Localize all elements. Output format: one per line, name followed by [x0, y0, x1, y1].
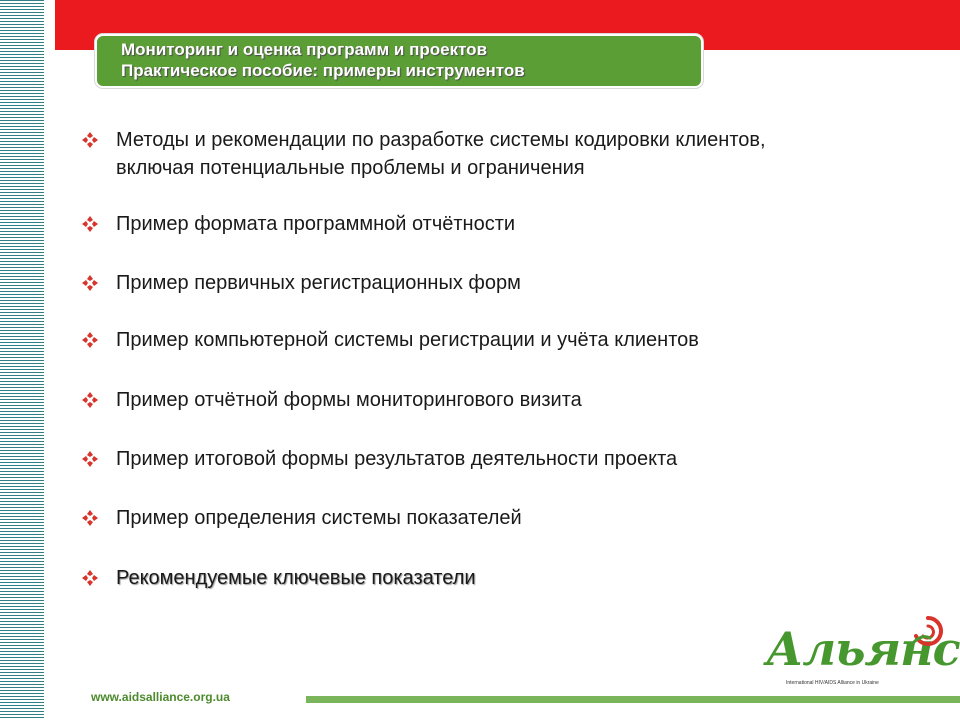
bullet-text: Пример формата программной отчётности — [116, 213, 516, 235]
list-item — [80, 386, 582, 414]
diamond-bullet-icon — [80, 508, 100, 528]
diamond-bullet-icon — [80, 568, 100, 588]
diamond-bullet-icon — [80, 330, 100, 350]
list-item — [80, 564, 476, 592]
alliance-logo — [760, 612, 960, 692]
list-item — [80, 504, 522, 532]
title-line-2: Практическое пособие: примеры инструментов — [121, 61, 525, 80]
swirl-icon — [910, 614, 946, 650]
bullet-text: Пример итоговой формы результатов деятельности проекта — [116, 448, 678, 470]
bullet-text: Методы и рекомендации по разработке системы кодировки клиентов, — [116, 129, 766, 151]
diamond-bullet-icon — [80, 214, 100, 234]
diamond-bullet-icon — [80, 130, 100, 150]
logo-name: Альянс — [766, 622, 960, 676]
left-stripe-decoration — [0, 0, 44, 720]
list-item — [80, 326, 699, 354]
list-item — [80, 445, 677, 473]
bullet-text: Пример компьютерной системы регистрации и учёта клиентов — [116, 329, 699, 351]
bullet-text: Пример определения системы показателей — [116, 507, 522, 529]
list-item — [80, 210, 515, 238]
bullet-text: Пример первичных регистрационных форм — [116, 272, 521, 294]
list-item — [80, 126, 766, 182]
title-line-1: Мониторинг и оценка программ и проектов — [121, 40, 488, 59]
diamond-bullet-icon — [80, 273, 100, 293]
footer-link[interactable]: www.aidsalliance.org.ua — [91, 690, 230, 704]
title-box — [95, 34, 703, 88]
footer-green-bar — [306, 696, 960, 703]
list-item — [80, 269, 521, 297]
logo-subtitle: International HIV/AIDS Alliance in Ukraine — [786, 680, 879, 686]
bullet-text: Пример отчётной формы мониторингового визита — [116, 389, 582, 411]
bullet-text-continued: включая потенциальные проблемы и ограничения — [116, 157, 585, 179]
diamond-bullet-icon — [80, 390, 100, 410]
diamond-bullet-icon — [80, 449, 100, 469]
bullet-text: Рекомендуемые ключевые показатели — [116, 567, 476, 589]
